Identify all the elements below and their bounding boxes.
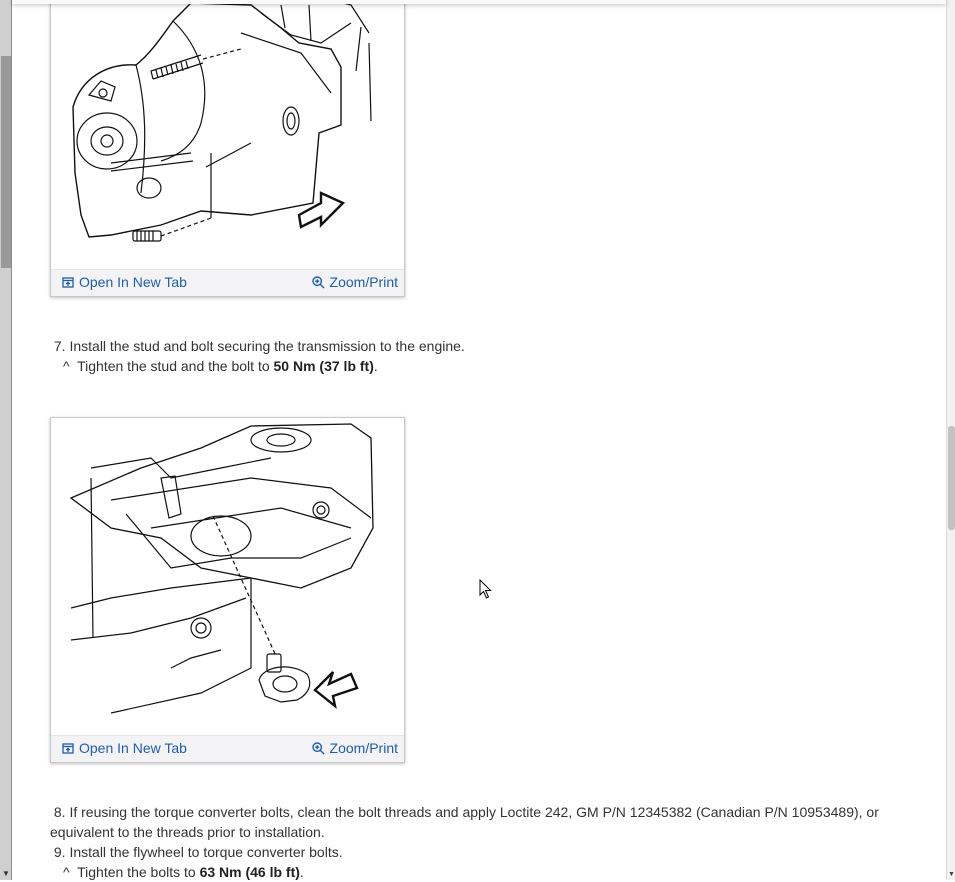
step-7-torque-value: 50 Nm (37 lb ft) — [273, 358, 374, 374]
step-9-caret: ^ — [63, 864, 70, 880]
open-in-new-tab-label: Open In New Tab — [79, 740, 187, 756]
open-in-new-tab-icon — [62, 743, 74, 754]
left-window-border — [11, 0, 12, 880]
zoom-print-label: Zoom/Print — [329, 740, 398, 756]
step-7 — [50, 336, 910, 376]
step-9 — [50, 842, 910, 882]
step-8-text: If reusing the torque converter bolts, clean the bolt threads and apply Loctite 242, GM P/N 12345382 (Canadian P/N 10953489), or — [69, 804, 879, 820]
step-9-line — [50, 842, 910, 862]
step-8-number: 8. — [53, 804, 66, 820]
left-scroll-down-icon[interactable]: ▼ — [2, 869, 10, 878]
page-scrollbar-thumb[interactable] — [948, 426, 955, 530]
step-9-substep — [50, 862, 910, 882]
transmission-bolt-illustration — [51, 0, 404, 269]
mouse-cursor-icon — [479, 579, 493, 600]
open-in-new-tab-label: Open In New Tab — [79, 274, 187, 290]
zoom-icon — [312, 742, 325, 755]
step-9-torque-value: 63 Nm (46 lb ft) — [199, 864, 300, 880]
step-8-line-1 — [50, 802, 910, 822]
zoom-print-link[interactable] — [312, 740, 398, 756]
step-7-sub-period: . — [373, 358, 378, 374]
figure-2 — [50, 417, 405, 763]
figure-1 — [50, 0, 405, 297]
step-7-caret: ^ — [63, 358, 70, 374]
open-in-new-tab-link[interactable] — [62, 274, 187, 290]
step-9-sub-text: Tighten the bolts to — [77, 864, 196, 880]
step-9-text: Install the flywheel to torque converter bolts. — [69, 844, 343, 860]
open-in-new-tab-icon — [62, 277, 74, 288]
zoom-icon — [312, 276, 325, 289]
left-scrollbar-thumb[interactable] — [1, 56, 11, 268]
step-8-line-2: equivalent to the threads prior to installation. — [50, 824, 325, 840]
step-7-line — [50, 336, 910, 356]
zoom-print-label: Zoom/Print — [329, 274, 398, 290]
scroll-down-icon[interactable]: ▼ — [948, 871, 955, 878]
figure-2-toolbar — [51, 735, 404, 762]
step-7-substep — [50, 356, 910, 376]
figure-1-toolbar — [51, 269, 404, 296]
step-9-sub-period: . — [299, 864, 304, 880]
top-toolbar-edge — [12, 0, 946, 4]
step-7-text: Install the stud and bolt securing the transmission to the engine. — [69, 338, 465, 354]
left-window-edge — [0, 0, 12, 880]
step-7-number: 7. — [53, 338, 66, 354]
flywheel-bolt-illustration — [51, 418, 404, 736]
open-in-new-tab-link[interactable] — [62, 740, 187, 756]
step-9-number: 9. — [53, 844, 66, 860]
zoom-print-link[interactable] — [312, 274, 398, 290]
page-scrollbar[interactable] — [946, 0, 955, 880]
step-7-sub-text: Tighten the stud and the bolt to — [77, 358, 270, 374]
step-8 — [50, 802, 910, 842]
